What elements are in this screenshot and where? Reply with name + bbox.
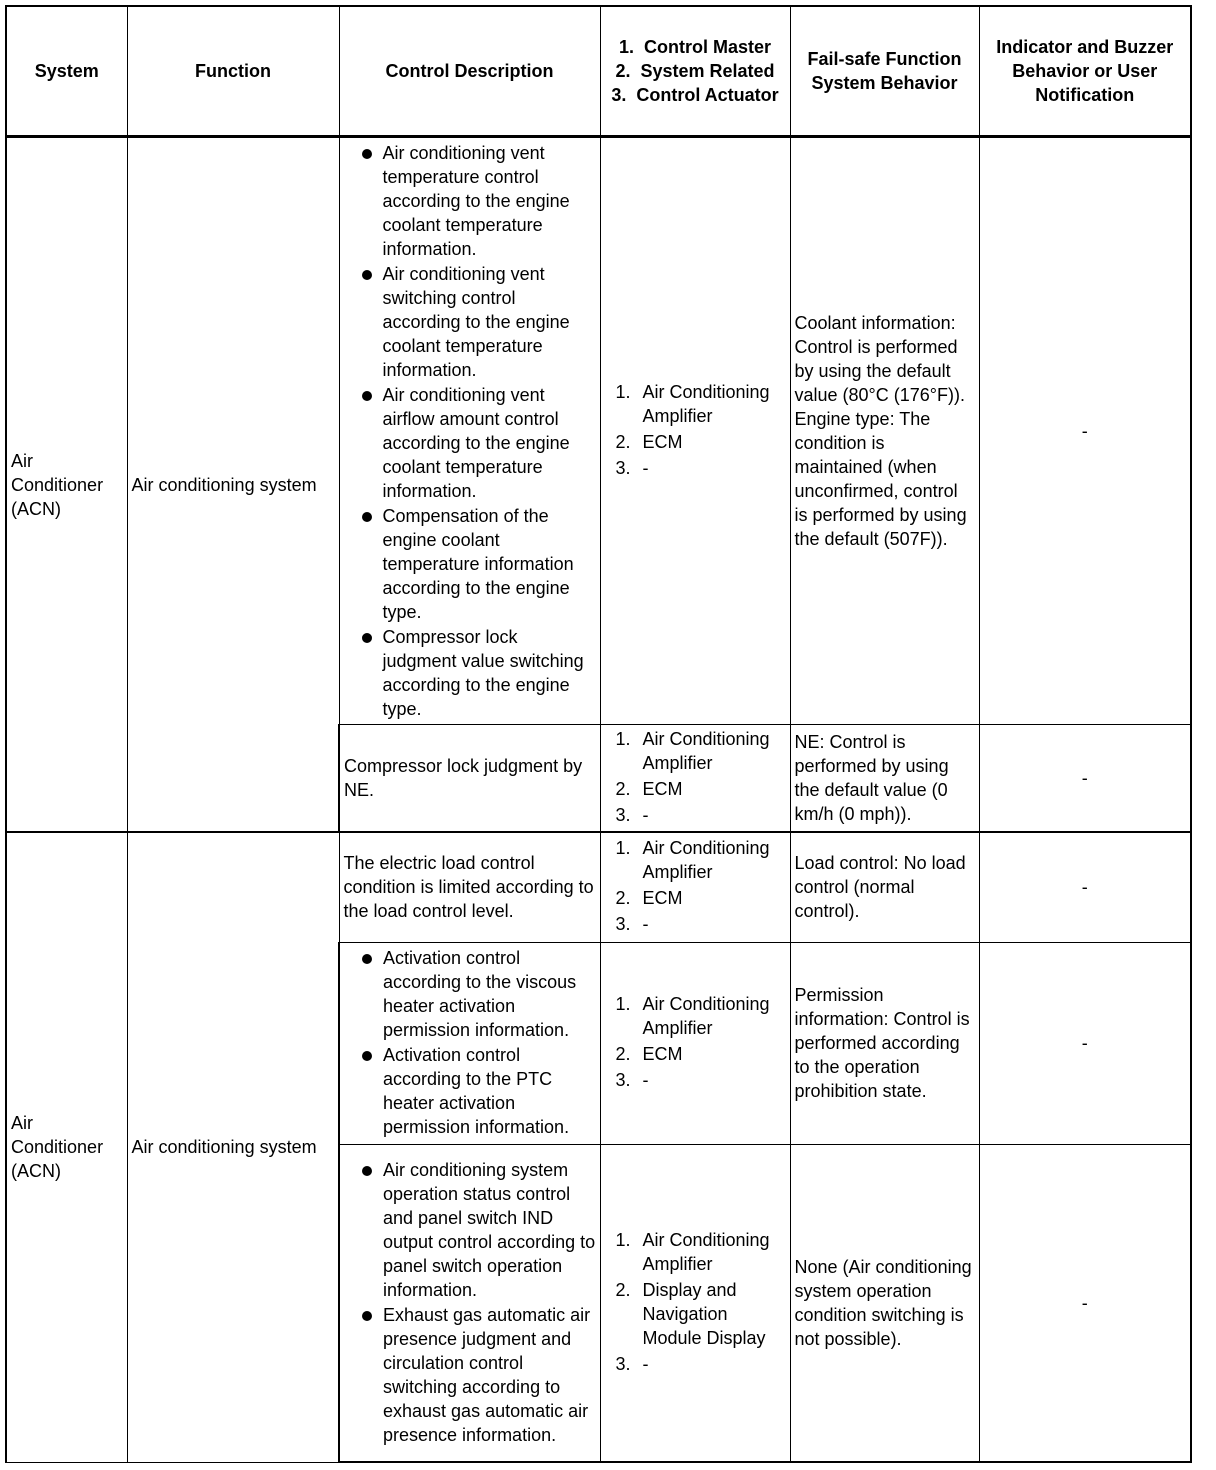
description-bullet-list xyxy=(344,141,596,721)
control-item: 1. Air Conditioning Amplifier xyxy=(615,729,770,773)
header-control-list xyxy=(604,35,787,107)
control-master: Air Conditioning Amplifier xyxy=(642,1229,770,1274)
system-related: ECM xyxy=(642,888,683,909)
control-item: 1. Air Conditioning Amplifier xyxy=(615,1229,770,1274)
control-actuator: - xyxy=(642,914,649,935)
description-bullet-list xyxy=(344,946,596,1139)
control-master: Air Conditioning Amplifier xyxy=(642,729,770,773)
header-indicator: Indicator and Buzzer Behavior or User Notification xyxy=(979,6,1191,137)
control-actuator: - xyxy=(642,458,649,478)
control-item: 3. - xyxy=(615,805,649,825)
header-failsafe: Fail-safe Function System Behavior xyxy=(790,6,979,137)
control-item: 2. ECM xyxy=(615,779,683,799)
description-cell: The electric load control condition is limited according to the load control level. xyxy=(339,832,600,942)
control-list xyxy=(605,992,786,1092)
control-list xyxy=(605,836,786,936)
fail-safe-table xyxy=(5,5,1192,1463)
header-control-description: Control Description xyxy=(339,6,600,137)
table-row xyxy=(6,137,1191,725)
header-control-master: Control Master xyxy=(644,37,772,57)
control-cell xyxy=(600,1144,790,1462)
control-item: 1. Air Conditioning Amplifier xyxy=(615,994,770,1038)
control-item: 3. - xyxy=(615,914,649,935)
control-cell xyxy=(600,137,790,725)
control-actuator: - xyxy=(642,1353,649,1374)
description-cell xyxy=(339,137,600,725)
description-cell xyxy=(339,1144,600,1462)
header-control-item: 3. Control Actuator xyxy=(611,85,779,105)
header-system-related: System Related xyxy=(640,61,775,81)
list-item: Exhaust gas automatic air presence judgment and circulation control switching according to exhaust gas automatic air presence information. xyxy=(358,1303,596,1447)
header-system: System xyxy=(6,6,127,137)
control-actuator: - xyxy=(642,1070,649,1090)
function-cell: Air conditioning system xyxy=(127,137,339,833)
list-item: Air conditioning vent switching control according to the engine coolant temperature information. xyxy=(358,262,596,382)
control-cell xyxy=(600,725,790,833)
control-item: 2. Display and Navigation Module Display xyxy=(615,1279,766,1348)
failsafe-cell: Permission information: Control is performed according to the operation prohibition state. xyxy=(790,942,979,1144)
control-item: 2. ECM xyxy=(615,432,683,452)
header-control-item: 1. Control Master xyxy=(618,37,772,57)
control-item: 3. - xyxy=(615,458,649,478)
indicator-cell: - xyxy=(979,725,1191,833)
description-cell xyxy=(339,942,600,1144)
control-item: 1. Air Conditioning Amplifier xyxy=(615,382,770,426)
control-list xyxy=(605,1228,786,1376)
header-control-item: 2. System Related xyxy=(615,61,775,81)
system-cell: Air Conditioner (ACN) xyxy=(6,137,127,833)
system-related: ECM xyxy=(642,1044,683,1064)
control-actuator: - xyxy=(642,805,649,825)
failsafe-cell: NE: Control is performed by using the default value (0 km/h (0 mph)). xyxy=(790,725,979,833)
system-related: ECM xyxy=(642,432,683,452)
failsafe-cell: Coolant information: Control is performed by using the default value (80°C (176°F)). Engine type: The condition is maintained (when unconfirmed, control is performed by using the default (507F)). xyxy=(790,137,979,725)
description-cell: Compressor lock judgment by NE. xyxy=(339,725,600,833)
control-cell xyxy=(600,942,790,1144)
header-control-items xyxy=(600,6,790,137)
indicator-cell: - xyxy=(979,1144,1191,1462)
system-related: Display and Navigation Module Display xyxy=(642,1279,766,1348)
system-cell: Air Conditioner (ACN) xyxy=(6,832,127,1462)
list-item: Activation control according to the viscous heater activation permission information. xyxy=(358,946,596,1042)
control-list xyxy=(605,380,786,480)
failsafe-cell: None (Air conditioning system operation condition switching is not possible). xyxy=(790,1144,979,1462)
control-item: 1. Air Conditioning Amplifier xyxy=(615,838,770,883)
control-item: 2. ECM xyxy=(615,888,683,909)
list-item: Activation control according to the PTC heater activation permission information. xyxy=(358,1043,596,1139)
table-row xyxy=(6,832,1191,942)
list-item: Compensation of the engine coolant temperature information according to the engine type. xyxy=(358,504,596,624)
system-related: ECM xyxy=(642,779,683,799)
list-item: Air conditioning vent temperature control according to the engine coolant temperature information. xyxy=(358,141,596,261)
indicator-cell: - xyxy=(979,942,1191,1144)
header-control-actuator: Control Actuator xyxy=(636,85,779,105)
description-bullet-list xyxy=(344,1158,596,1447)
control-master: Air Conditioning Amplifier xyxy=(642,994,770,1038)
control-master: Air Conditioning Amplifier xyxy=(642,838,770,883)
function-cell: Air conditioning system xyxy=(127,832,339,1462)
indicator-cell: - xyxy=(979,832,1191,942)
list-item: Air conditioning vent airflow amount control according to the engine coolant temperature information. xyxy=(358,383,596,503)
indicator-cell: - xyxy=(979,137,1191,725)
header-row xyxy=(6,6,1191,137)
list-item: Compressor lock judgment value switching according to the engine type. xyxy=(358,625,596,721)
header-function: Function xyxy=(127,6,339,137)
control-item: 3. - xyxy=(615,1070,649,1090)
control-master: Air Conditioning Amplifier xyxy=(642,382,770,426)
control-item: 3. - xyxy=(615,1353,649,1374)
control-item: 2. ECM xyxy=(615,1044,683,1064)
failsafe-cell: Load control: No load control (normal control). xyxy=(790,832,979,942)
list-item: Air conditioning system operation status control and panel switch IND output control according to panel switch operation information. xyxy=(358,1158,596,1302)
control-cell xyxy=(600,832,790,942)
control-list xyxy=(605,727,786,827)
